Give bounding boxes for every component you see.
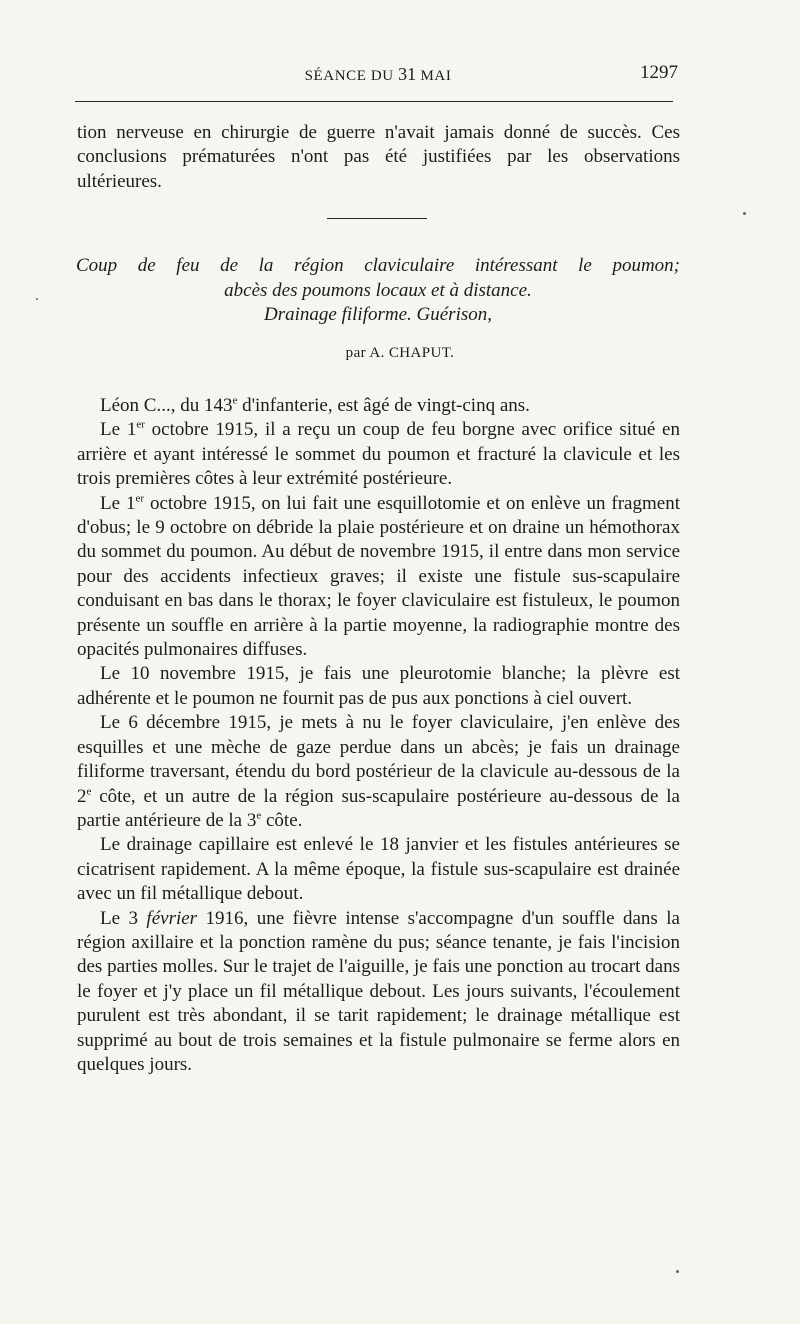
paragraph-7-text-a: Le 3 — [100, 907, 147, 929]
running-title-text: SÉANCE DU — [304, 68, 394, 84]
paragraph-1 — [77, 394, 680, 418]
article-body — [77, 394, 680, 1077]
paragraph-1-superscript: e — [232, 394, 238, 407]
article-title-line-2: abcès des poumons locaux et à distance. — [224, 279, 532, 301]
paragraph-5-superscript-2: e — [256, 809, 262, 822]
paragraph-3-superscript: er — [135, 492, 145, 505]
paragraph-4: Le 10 novembre 1915, je fais une pleurotomie blanche; la plèvre est adhérente et le poumon ne fournit pas de pus aux ponctions à ciel ouvert. — [77, 663, 680, 709]
running-title — [78, 64, 678, 85]
paragraph-2 — [77, 418, 680, 491]
running-head — [78, 60, 678, 90]
paper-speck — [743, 212, 746, 215]
article-byline: par A. CHAPUT. — [345, 345, 455, 361]
paragraph-2-text-b: octobre 1915, il a reçu un coup de feu borgne avec orifice situé en arrière et ayant intéressé le sommet du poumon et fracturé la clavicule et les trois premières côtes à leur extrémité postérieure. — [77, 419, 680, 490]
running-title-month: MAI — [420, 68, 452, 84]
paragraph-7 — [77, 907, 680, 1078]
paragraph-5-superscript-1: e — [86, 785, 92, 798]
paragraph-1-text-b: d'infanterie, est âgé de vingt-cinq ans. — [237, 395, 530, 416]
paragraph-1-text-a: Léon C..., du 143 — [100, 395, 233, 416]
paper-speck — [36, 298, 38, 300]
paragraph-2-superscript: er — [136, 419, 145, 432]
intro-block — [77, 121, 680, 194]
paragraph-7-text-b: 1916, une fièvre intense s'accompagne d'un souffle dans la région axillaire et la ponction ramène du pus; séance tenante, je fais l'incision des parties molles. Sur le trajet de l'aiguille, je fais une ponction au trocart dans le foyer et j'y place un fil métallique debout. Les jours suivants, l'écoulement purulent est très abondant, il se tarit rapidement; le drainage métallique est supprimé au bout de trois semaines et la fistule pulmonaire se ferme alors en quelques jours. — [77, 907, 680, 1075]
section-divider — [327, 218, 427, 219]
paragraph-3-text-a: Le 1 — [100, 492, 136, 514]
paragraph-3 — [77, 492, 680, 663]
paragraph-5 — [77, 711, 680, 833]
running-title-day: 31 — [398, 64, 417, 84]
paragraph-7-italic: février — [146, 907, 198, 929]
paragraph-5-text-c: côte. — [261, 809, 303, 831]
article-title — [70, 254, 686, 328]
paragraph-5-text-a: Le 6 décembre 1915, je mets à nu le foyer claviculaire, j'en enlève des esquilles et une mèche de gaze perdue dans un abcès; je fais un drainage filiforme traversant, étendu du bord postérieur de la clavicule au-dessous de la 2 — [77, 712, 680, 807]
article-title-line-1: Coup de feu de la région claviculaire intéressant le poumon; — [76, 255, 680, 276]
article-title-line-3: Drainage filiforme. Guérison, — [264, 304, 492, 326]
header-rule — [75, 101, 673, 102]
paper-speck — [676, 1270, 679, 1273]
paragraph-6: Le drainage capillaire est enlevé le 18 janvier et les fistules antérieures se cicatrisent rapidement. A la même époque, la fistule sus-scapulaire est drainée avec un fil métallique debout. — [77, 834, 680, 905]
intro-paragraph: tion nerveuse en chirurgie de guerre n'avait jamais donné de succès. Ces conclusions prématurées n'ont pas été justifiées par les observations ultérieures. — [77, 122, 680, 192]
page-number: 1297 — [640, 62, 678, 83]
paragraph-2-text-a: Le 1 — [100, 419, 137, 441]
paragraph-3-text-b: octobre 1915, on lui fait une esquillotomie et on enlève un fragment d'obus; le 9 octobre on débride la plaie postérieure et on draine un hémothorax du sommet du poumon. Au début de novembre 1915, il entre dans mon service pour des accidents infectieux graves; il existe une fistule sus-scapulaire conduisant en bas dans le thorax; le foyer claviculaire est fistuleux, le poumon présente un souffle en arrière à la partie moyenne, la radiographie montre des opacités pulmonaires diffuses. — [77, 492, 680, 661]
paragraph-5-text-b: côte, et un autre de la région sus-scapulaire postérieure au-dessous de la partie antérieure de la 3 — [77, 785, 680, 831]
